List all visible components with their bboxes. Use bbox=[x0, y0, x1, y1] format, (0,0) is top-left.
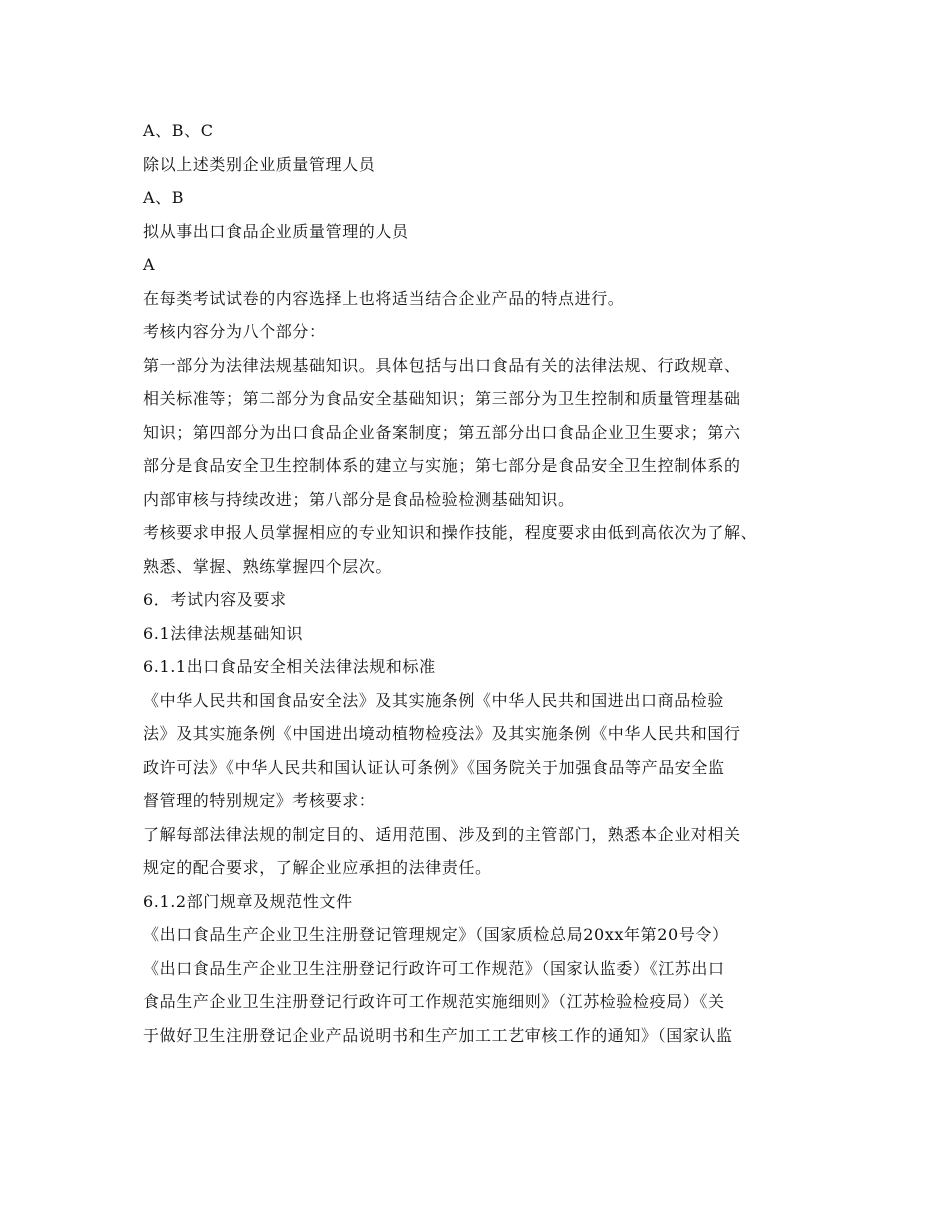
document-body bbox=[143, 114, 823, 1052]
text-line: 知识；第四部分为出口食品企业备案制度；第五部分出口食品企业卫生要求；第六 bbox=[143, 422, 741, 442]
text-line: 食品生产企业卫生注册登记行政许可工作规范实施细则》（江苏检验检疫局）《关 bbox=[143, 992, 725, 1011]
text-line: 《中华人民共和国食品安全法》及其实施条例《中华人民共和国进出口商品检验 bbox=[143, 690, 725, 710]
section-heading: 6．考试内容及要求 bbox=[143, 590, 287, 609]
section-heading: 6.1.2部门规章及规范性文件 bbox=[143, 891, 353, 911]
text-line: 于做好卫生注册登记企业产品说明书和生产加工工艺审核工作的通知》（国家认监 bbox=[143, 1025, 733, 1045]
text-line: A、B、C bbox=[143, 121, 214, 140]
text-line: 拟从事出口食品企业质量管理的人员 bbox=[143, 221, 409, 241]
text-line: 督管理的特别规定》考核要求： bbox=[143, 791, 376, 810]
text-line: 《出口食品生产企业卫生注册登记行政许可工作规范》（国家认监委）《江苏出口 bbox=[143, 958, 725, 978]
text-line: 《出口食品生产企业卫生注册登记管理规定》（国家质检总局20xx年第20号令） bbox=[143, 925, 729, 944]
text-line: 考核内容分为八个部分： bbox=[143, 322, 326, 341]
text-line: A、B bbox=[143, 188, 185, 207]
text-line: 在每类考试试卷的内容选择上也将适当结合企业产品的特点进行。 bbox=[143, 288, 625, 308]
text-line: 考核要求申报人员掌握相应的专业知识和操作技能，程度要求由低到高依次为了解、 bbox=[143, 523, 758, 542]
text-line: 第一部分为法律法规基础知识。具体包括与出口食品有关的法律法规、行政规章、 bbox=[143, 355, 741, 375]
text-line: 熟悉、掌握、熟练掌握四个层次。 bbox=[143, 556, 393, 576]
text-line: 部分是食品安全卫生控制体系的建立与实施；第七部分是食品安全卫生控制体系的 bbox=[143, 456, 741, 475]
text-line: 相关标准等；第二部分为食品安全基础知识；第三部分为卫生控制和质量管理基础 bbox=[143, 389, 741, 408]
text-line: 规定的配合要求，了解企业应承担的法律责任。 bbox=[143, 858, 492, 877]
section-heading: 6.1法律法规基础知识 bbox=[143, 623, 304, 643]
text-line: 法》及其实施条例《中国进出境动植物检疫法》及其实施条例《中华人民共和国行 bbox=[143, 724, 741, 743]
text-line: 内部审核与持续改进；第八部分是食品检验检测基础知识。 bbox=[143, 489, 575, 509]
text-line: 了解每部法律法规的制定目的、适用范围、涉及到的主管部门，熟悉本企业对相关 bbox=[143, 824, 741, 844]
text-line: 政许可法》《中华人民共和国认证认可条例》《国务院关于加强食品等产品安全监 bbox=[143, 757, 725, 777]
section-heading: 6.1.1出口食品安全相关法律法规和标准 bbox=[143, 657, 436, 676]
text-line: 除以上述类别企业质量管理人员 bbox=[143, 154, 376, 174]
text-line: A bbox=[143, 255, 156, 274]
